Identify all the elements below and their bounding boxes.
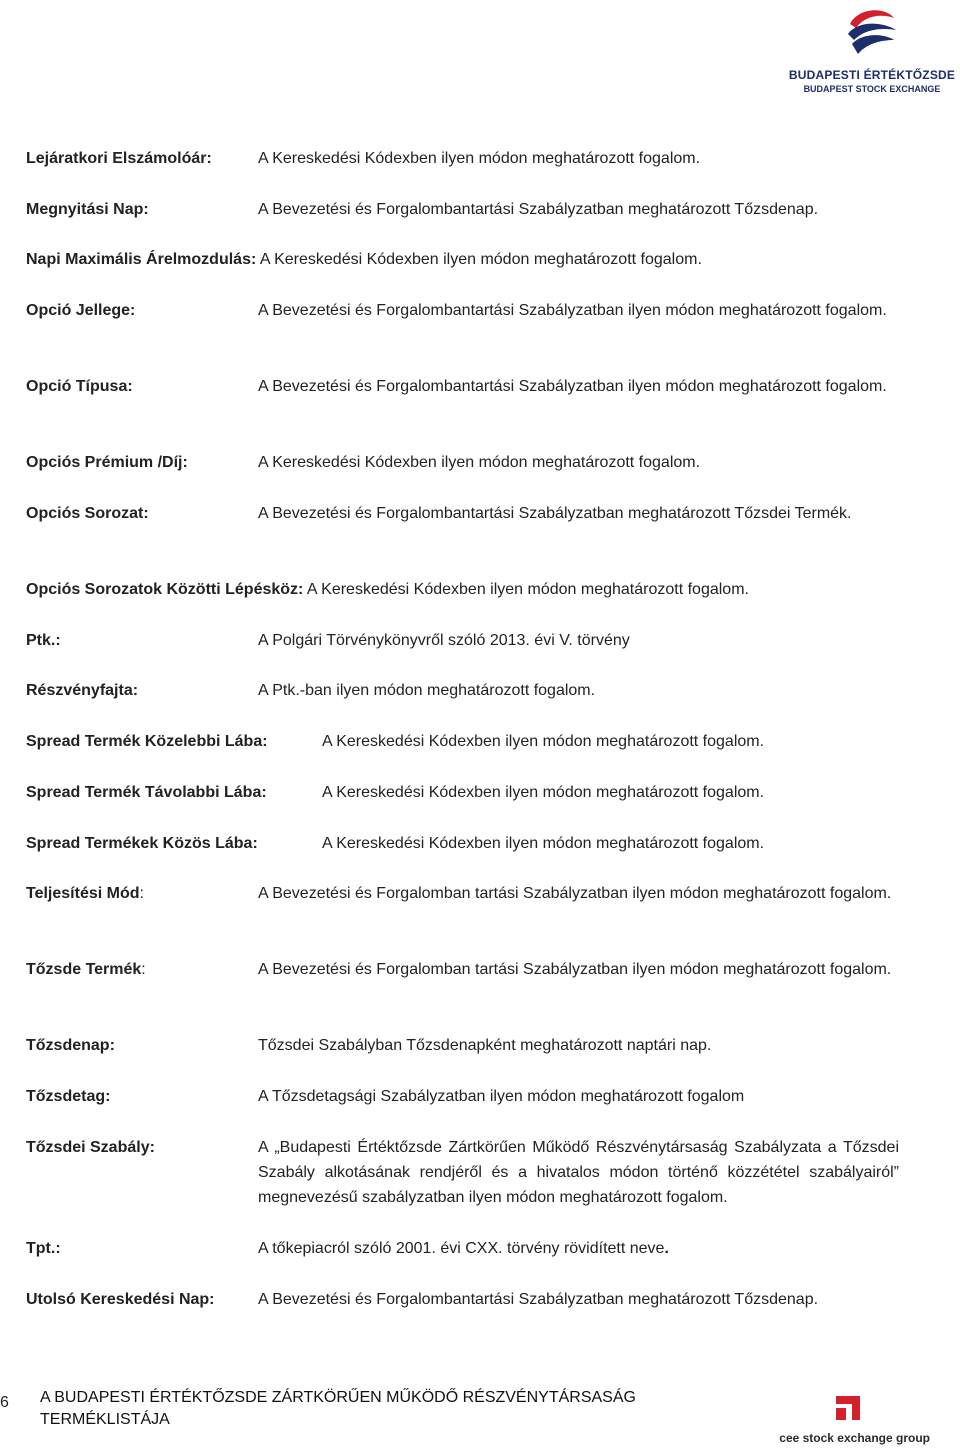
- footer-line: TERMÉKLISTÁJA: [40, 1411, 170, 1428]
- logo-subtitle: BUDAPEST STOCK EXCHANGE: [803, 84, 941, 94]
- cee-group-logo: [770, 1396, 930, 1446]
- term-label: Opciós Sorozatok Közötti Lépésköz:: [26, 581, 304, 598]
- term-definition: Tőzsdei Szabályban Tőzsdenapként meghatározott naptári nap.: [258, 1037, 712, 1054]
- term-label: Spread Termék Távolabbi Lába:: [26, 784, 267, 801]
- term-row-inline: [26, 247, 702, 272]
- term-definition: A Kereskedési Kódexben ilyen módon meghatározott fogalom.: [306, 581, 749, 598]
- term-definition: A Bevezetési és Forgalombantartási Szabályzatban meghatározott Tőzsdei Termék.: [258, 505, 852, 522]
- term-label: Teljesítési Mód: [26, 885, 140, 902]
- definition-end-period: .: [664, 1240, 669, 1257]
- term-label: Spread Termékek Közös Lába:: [26, 835, 258, 852]
- label-colon: :: [139, 885, 144, 902]
- term-label: Megnyitási Nap:: [26, 201, 149, 218]
- term-label: Napi Maximális Árelmozdulás:: [26, 251, 257, 268]
- term-definition: A Ptk.-ban ilyen módon meghatározott fogalom.: [258, 682, 596, 699]
- term-label: Tőzsdei Szabály:: [26, 1139, 155, 1156]
- term-definition: A Kereskedési Kódexben ilyen módon meghatározott fogalom.: [258, 454, 701, 471]
- footer-title: [40, 1387, 636, 1431]
- term-definition: A Bevezetési és Forgalombantartási Szabályzatban ilyen módon meghatározott fogalom.: [258, 378, 887, 395]
- term-label: Részvényfajta:: [26, 682, 139, 699]
- logo-title: BUDAPESTI ÉRTÉKTŐZSDE: [788, 68, 956, 82]
- term-definition: A Polgári Törvénykönyvről szóló 2013. évi V. törvény: [258, 632, 630, 649]
- bse-logo: [788, 4, 956, 94]
- term-label: Tőzsdetag:: [26, 1088, 111, 1105]
- term-label: Tőzsdenap:: [26, 1037, 115, 1054]
- term-row-inline: [26, 577, 749, 602]
- term-label: Opció Típusa:: [26, 378, 133, 395]
- term-definition: A Kereskedési Kódexben ilyen módon meghatározott fogalom.: [322, 733, 765, 750]
- term-definition-group: [258, 1236, 669, 1261]
- term-definition: A Kereskedési Kódexben ilyen módon meghatározott fogalom.: [322, 784, 765, 801]
- term-definition: A Bevezetési és Forgalomban tartási Szabályzatban ilyen módon meghatározott fogalom.: [258, 885, 892, 902]
- term-label: Opciós Prémium /Díj:: [26, 454, 188, 471]
- term-label: Opciós Sorozat:: [26, 505, 149, 522]
- bse-swirl-icon: [844, 4, 900, 60]
- term-definition: A Kereskedési Kódexben ilyen módon meghatározott fogalom.: [322, 835, 765, 852]
- term-label-group: [26, 957, 146, 982]
- term-definition: A Bevezetési és Forgalombantartási Szabályzatban ilyen módon meghatározott fogalom.: [258, 302, 887, 319]
- term-definition: A Bevezetési és Forgalombantartási Szabályzatban meghatározott Tőzsdenap.: [258, 201, 819, 218]
- term-definition: A „Budapesti Értéktőzsde Zártkörűen Működő Részvénytársaság Szabályzata a Tőzsdei Szabály alkotásának rendjéről és a hivatalos módon történő közzététel szabályairól” megnevezésű szabályzatban ilyen módon meghatározott fogalom.: [258, 1139, 899, 1206]
- term-label: Opció Jellege:: [26, 302, 136, 319]
- term-label-group: [26, 881, 144, 906]
- footer-line: A BUDAPESTI ÉRTÉKTŐZSDE ZÁRTKÖRŰEN MŰKÖDŐ RÉSZVÉNYTÁRSASÁG: [40, 1389, 636, 1406]
- term-definition: A Tőzsdetagsági Szabályzatban ilyen módon meghatározott fogalom: [258, 1088, 745, 1105]
- cee-logo-text: cee stock exchange group: [779, 1431, 930, 1445]
- term-definition: A Bevezetési és Forgalomban tartási Szabályzatban ilyen módon meghatározott fogalom.: [258, 961, 892, 978]
- term-label: Spread Termék Közelebbi Lába:: [26, 733, 268, 750]
- term-definition: A tőkepiacról szóló 2001. évi CXX. törvény rövidített neve: [258, 1240, 665, 1257]
- term-label: Tpt.:: [26, 1240, 61, 1257]
- term-label: Ptk.:: [26, 632, 61, 649]
- cee-square-icon: [836, 1396, 860, 1420]
- term-label: Utolsó Kereskedési Nap:: [26, 1291, 215, 1308]
- term-definition: A Kereskedési Kódexben ilyen módon meghatározott fogalom.: [258, 150, 701, 167]
- term-label: Lejáratkori Elszámolóár:: [26, 150, 212, 167]
- page-number: 6: [0, 1394, 9, 1411]
- term-label: Tőzsde Termék: [26, 961, 142, 978]
- label-colon: :: [141, 961, 146, 978]
- term-definition: A Kereskedési Kódexben ilyen módon meghatározott fogalom.: [259, 251, 702, 268]
- term-definition: A Bevezetési és Forgalombantartási Szabályzatban meghatározott Tőzsdenap.: [258, 1291, 819, 1308]
